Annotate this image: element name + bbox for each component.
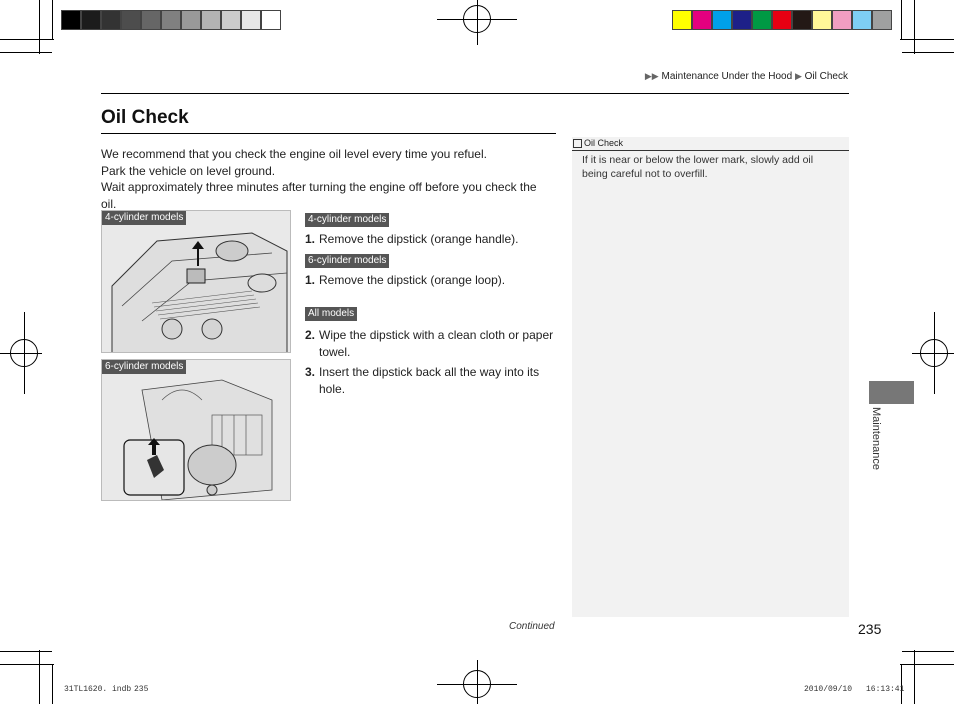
footer-time: 16:13:41 <box>866 685 905 694</box>
engine-figure-6cyl <box>101 359 291 501</box>
sidebar-note <box>572 137 849 617</box>
step-1-4cyl <box>305 231 555 248</box>
engine-4cyl-illustration <box>102 211 291 353</box>
breadcrumb-section[interactable]: Maintenance Under the Hood <box>661 71 793 82</box>
color-swatch <box>121 10 141 30</box>
crop-mark <box>39 650 40 704</box>
model-tag-4cyl: 4-cylinder models <box>305 213 389 227</box>
color-swatch <box>161 10 181 30</box>
header-rule <box>101 93 849 94</box>
page-title: Oil Check <box>101 107 189 128</box>
color-swatch <box>852 10 872 30</box>
sidebar-title: Oil Check <box>584 138 624 148</box>
footer-file: 31TL1620. indb <box>64 685 132 694</box>
step-number: 3. <box>305 365 316 379</box>
intro-paragraph: Park the vehicle on level ground. <box>101 163 276 178</box>
double-arrow-icon: ▶▶ <box>644 71 659 81</box>
registration-line <box>912 353 954 354</box>
crop-mark <box>0 39 54 40</box>
intro-paragraph: We recommend that you check the engine oil level every time you refuel. <box>101 147 487 161</box>
crop-mark <box>0 664 54 665</box>
registration-line <box>0 353 42 354</box>
footer-page: 235 <box>134 685 149 694</box>
color-swatch <box>181 10 201 30</box>
registration-line <box>24 312 25 394</box>
figure-label: 6-cylinder models <box>102 360 186 374</box>
step-number: 2. <box>305 328 316 342</box>
step-text: Insert the dipstick back all the way into its hole. <box>319 365 540 396</box>
color-bar <box>672 10 892 30</box>
crop-mark <box>0 651 52 652</box>
crop-mark <box>900 39 954 40</box>
registration-line <box>477 0 478 45</box>
step-text: Remove the dipstick (orange loop). <box>319 272 506 287</box>
crop-mark <box>902 52 954 53</box>
crop-mark <box>902 651 954 652</box>
color-swatch <box>101 10 121 30</box>
sidebar-body: If it is near or below the lower mark, slowly add oil being careful not to overfill. <box>582 153 814 180</box>
color-swatch <box>812 10 832 30</box>
engine-6cyl-illustration <box>102 360 291 501</box>
title-rule <box>101 133 556 134</box>
footer-date: 2010/09/10 <box>804 685 853 694</box>
section-tab[interactable] <box>869 381 914 404</box>
step-number: 1. <box>305 232 316 246</box>
crop-mark <box>901 664 902 704</box>
color-swatch <box>141 10 161 30</box>
section-tab-label: Maintenance <box>870 407 882 470</box>
arrow-icon: ▶ <box>794 71 802 81</box>
color-swatch <box>692 10 712 30</box>
registration-line <box>934 312 935 394</box>
crop-mark <box>914 650 915 704</box>
procedure-steps <box>305 210 555 397</box>
figure-label: 4-cylinder models <box>102 211 186 225</box>
intro-paragraph: Wait approximately three minutes after turning the engine off before you check the oil. <box>101 180 537 211</box>
crop-mark <box>0 52 52 53</box>
crop-mark <box>52 664 53 704</box>
breadcrumb <box>645 71 848 82</box>
color-swatch <box>792 10 812 30</box>
color-swatch <box>752 10 772 30</box>
breadcrumb-current: Oil Check <box>804 71 848 82</box>
registration-line <box>477 660 478 704</box>
color-swatch <box>261 10 281 30</box>
crop-mark <box>39 0 40 54</box>
note-icon <box>573 139 582 148</box>
color-swatch <box>672 10 692 30</box>
step-number: 1. <box>305 272 316 287</box>
crop-mark <box>901 0 902 40</box>
color-swatch <box>832 10 852 30</box>
intro-text <box>101 146 546 212</box>
model-tag-6cyl: 6-cylinder models <box>305 254 389 268</box>
continued-label: Continued <box>509 621 555 632</box>
color-swatch <box>201 10 221 30</box>
sidebar-header <box>572 137 849 151</box>
model-tag-all: All models <box>305 307 357 321</box>
color-swatch <box>732 10 752 30</box>
page-number: 235 <box>858 621 882 637</box>
step-1-6cyl <box>305 272 555 289</box>
step-text: Remove the dipstick (orange handle). <box>319 232 519 246</box>
color-swatch <box>772 10 792 30</box>
color-swatch <box>712 10 732 30</box>
crop-mark <box>914 0 915 54</box>
grayscale-bar <box>61 10 281 30</box>
step-2 <box>305 327 555 360</box>
color-swatch <box>872 10 892 30</box>
crop-mark <box>52 0 53 40</box>
engine-figure-4cyl <box>101 210 291 353</box>
crop-mark <box>900 664 954 665</box>
color-swatch <box>61 10 81 30</box>
color-swatch <box>81 10 101 30</box>
color-swatch <box>221 10 241 30</box>
color-swatch <box>241 10 261 30</box>
step-3 <box>305 364 555 397</box>
step-text: Wipe the dipstick with a clean cloth or paper towel. <box>319 328 554 359</box>
